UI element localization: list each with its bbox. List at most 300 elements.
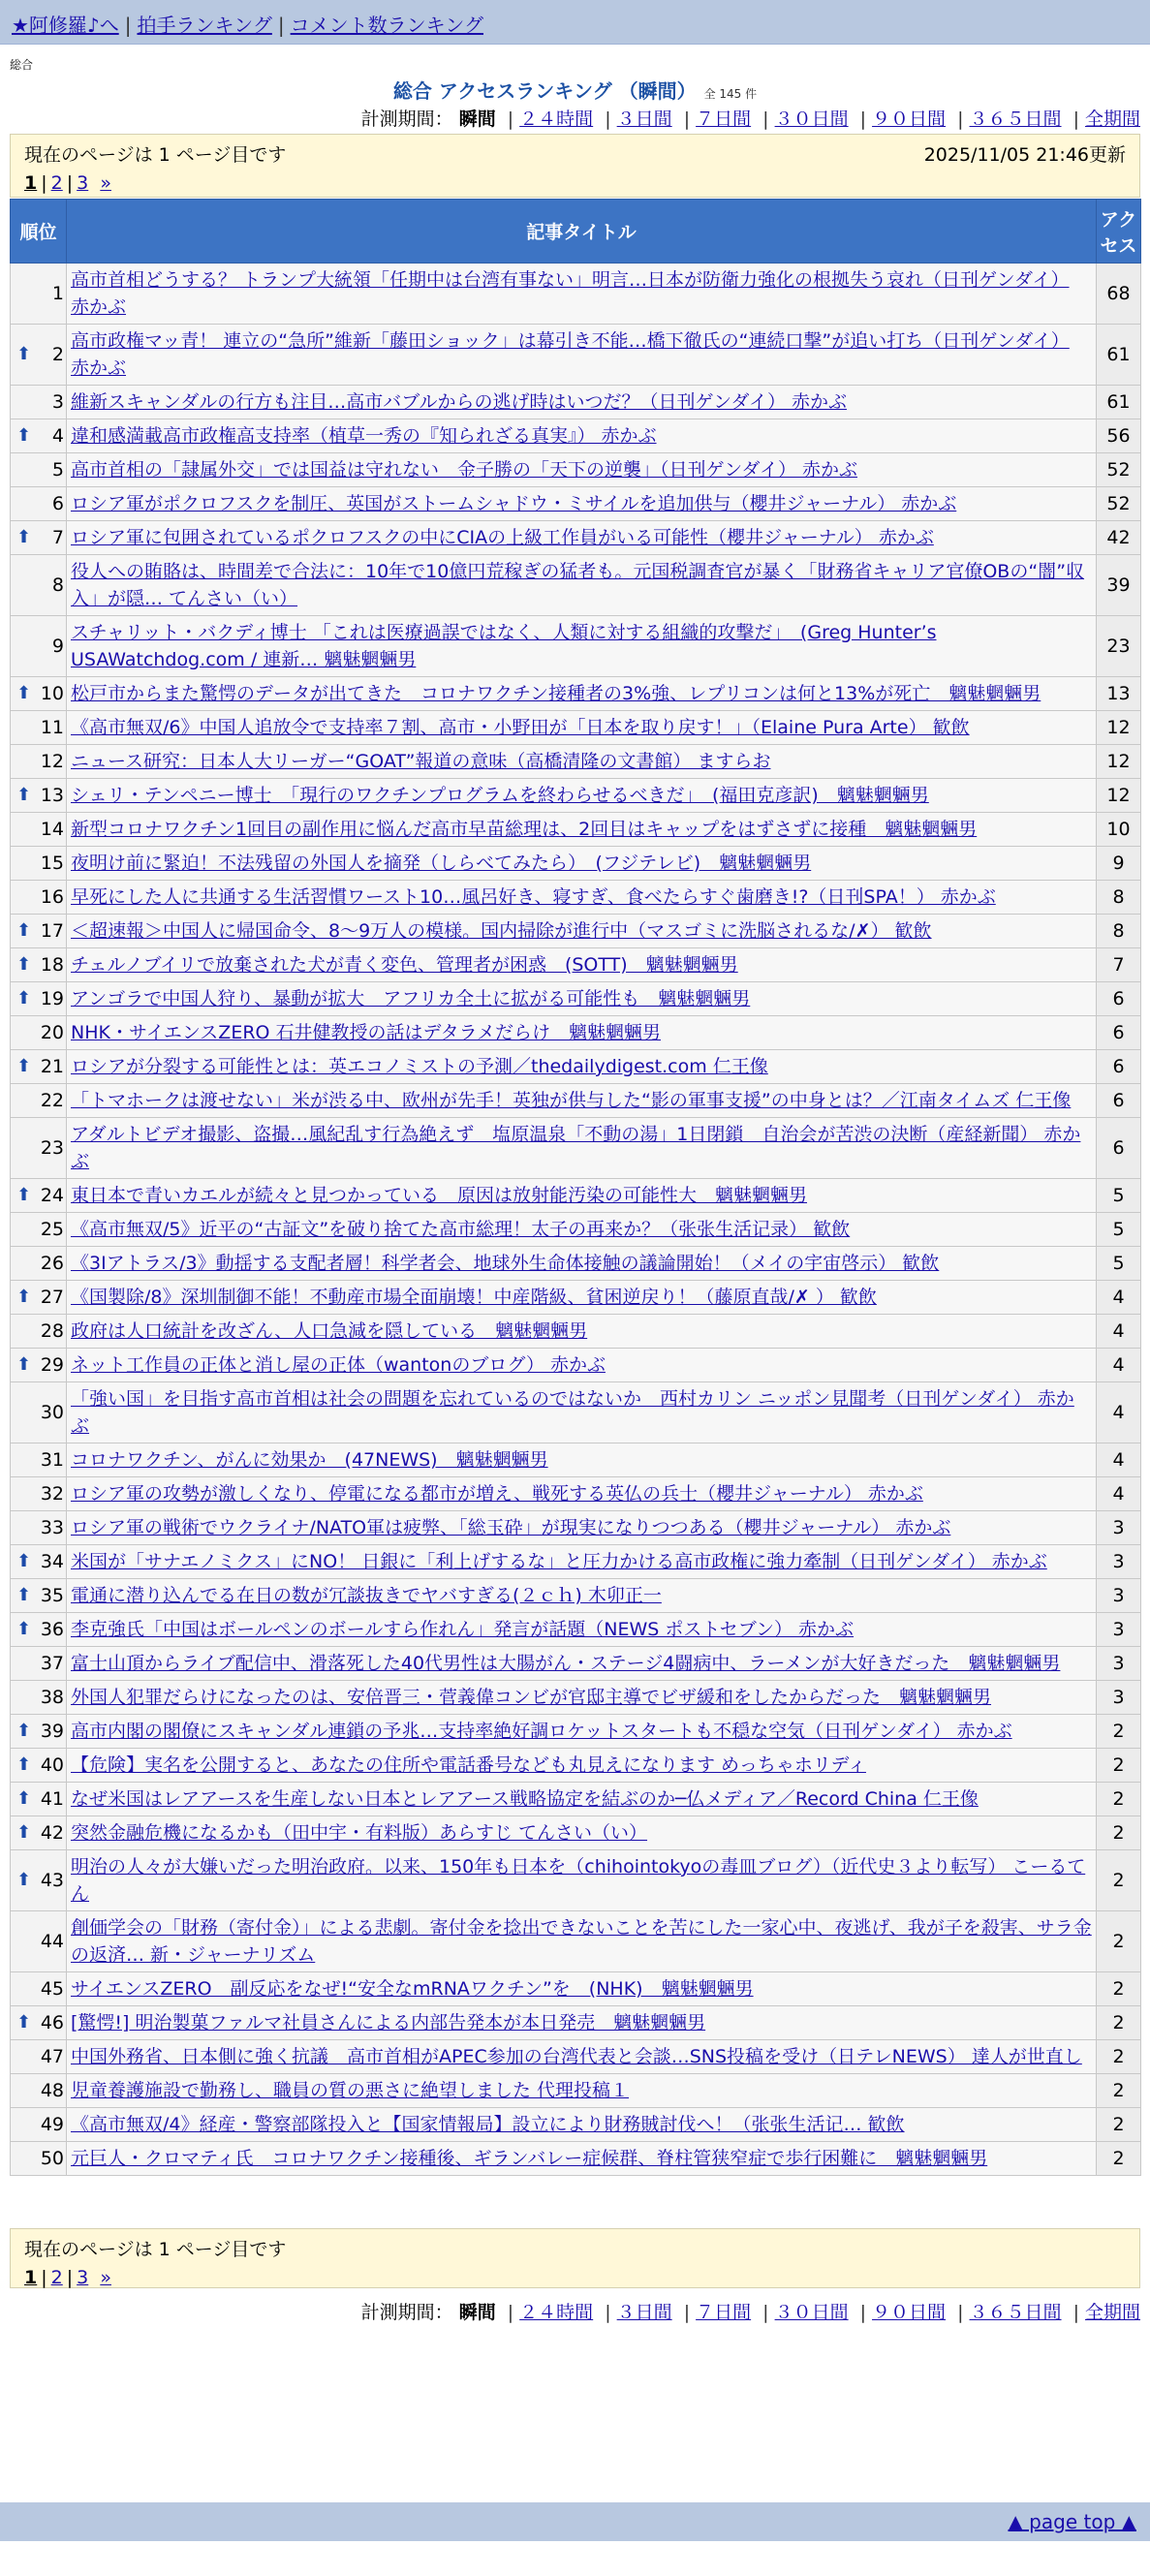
ranking-row (11, 521, 1141, 555)
article-link[interactable]: NHK・サイエンスZERO 石井健教授の話はデタラメだらけ 魑魅魍魎男 (71, 1022, 661, 1043)
rank-number: 7 (51, 527, 64, 548)
ranking-row (11, 555, 1141, 616)
period-label-bottom: 計測期間： (360, 2302, 453, 2323)
access-count: 2 (1097, 2142, 1141, 2176)
title-cell (67, 1016, 1097, 1050)
article-link[interactable]: 新型コロナワクチン1回目の副作用に悩んだ高市早苗総理は、2回目はキャップをはずさずに接種 魑魅魍魎男 (71, 819, 978, 840)
article-link[interactable]: ロシア軍に包囲されているポクロフスクの中にCIAの上級工作員がいる可能性（櫻井ジャーナル） 赤かぶ (71, 527, 934, 548)
title-cell (67, 1281, 1097, 1315)
ranking-row (11, 1118, 1141, 1179)
article-link[interactable]: シェリ・テンペニー博士 「現行のワクチンプログラムを終わらせるべきだ」 (福田克彦訳) 魑魅魍魎男 (71, 785, 929, 806)
pager-current: 1 (24, 172, 38, 194)
rank-cell (11, 2040, 67, 2074)
article-link[interactable]: ロシア軍がポクロフスクを制圧、英国がストームシャドウ・ミサイルを追加供与（櫻井ジャーナル） 赤かぶ (71, 493, 957, 514)
rank-cell (11, 1349, 67, 1382)
rank-up-arrow-icon: ⬆ (16, 1870, 32, 1890)
rank-cell (11, 1647, 67, 1681)
pager-next[interactable]: » (100, 172, 111, 194)
page-top-link[interactable]: ▲ page top ▲ (1008, 2510, 1136, 2533)
rank-number: 22 (40, 1090, 64, 1111)
rank-number: 20 (40, 1022, 64, 1043)
ranking-row (11, 847, 1141, 881)
rank-cell (11, 325, 67, 386)
ranking-row (11, 1477, 1141, 1511)
access-count: 9 (1097, 847, 1141, 881)
ranking-row (11, 1647, 1141, 1681)
article-link[interactable]: 高市首相どうする？ トランプ大統領「任期中は台湾有事ない」明言…日本が防衛力強化の根拠失う哀れ（日刊ゲンダイ） 赤かぶ (71, 269, 1070, 318)
ranking-row (11, 948, 1141, 982)
pager-link-3[interactable]: 3 (77, 172, 89, 194)
period-link-30d-bottom[interactable]: ３０日間 (774, 2302, 849, 2323)
rank-cell (11, 2108, 67, 2142)
rank-up-arrow-icon: ⬆ (16, 1619, 32, 1639)
ranking-row (11, 1511, 1141, 1545)
article-link[interactable]: 早死にした人に共通する生活習慣ワースト10…風呂好き、寝すぎ、食べたらすぐ歯磨き!?（日刊SPA！） 赤かぶ (71, 886, 996, 908)
ranking-row (11, 915, 1141, 948)
access-count: 3 (1097, 1579, 1141, 1613)
rank-cell (11, 711, 67, 745)
title-cell (67, 813, 1097, 847)
access-count: 61 (1097, 386, 1141, 419)
rank-number: 25 (40, 1219, 64, 1240)
pager-bottom: 1 | 2 | 3 » (24, 2267, 111, 2288)
rank-number: 2 (51, 344, 64, 365)
access-count: 2 (1097, 1972, 1141, 2006)
rank-up-arrow-icon: ⬆ (16, 954, 32, 975)
ranking-row (11, 419, 1141, 453)
access-count: 4 (1097, 1382, 1141, 1443)
rank-number: 43 (40, 1870, 64, 1891)
rank-number: 17 (40, 920, 64, 942)
ranking-row (11, 1281, 1141, 1315)
ranking-title: 総合 アクセスランキング （瞬間） (392, 79, 697, 103)
ranking-row (11, 1382, 1141, 1443)
rank-number: 4 (51, 425, 64, 447)
title-cell (67, 1349, 1097, 1382)
rank-up-arrow-icon: ⬆ (16, 527, 32, 547)
period-link-7d-bottom[interactable]: ７日間 (696, 2302, 752, 2323)
rank-cell (11, 1315, 67, 1349)
article-link[interactable]: 【危険】実名を公開すると、あなたの住所や電話番号なども丸見えになります めっちゃホリディ (71, 1754, 866, 1776)
rank-number: 14 (40, 819, 64, 840)
ranking-row (11, 1349, 1141, 1382)
rank-number: 1 (51, 283, 64, 304)
rank-number: 50 (40, 2148, 64, 2169)
rank-up-arrow-icon: ⬆ (16, 1354, 32, 1375)
article-link[interactable]: 電通に潜り込んでる在日の数が冗談抜きでヤバすぎる(２ｃｈ) 木卯正一 (71, 1585, 662, 1606)
title-cell (67, 1647, 1097, 1681)
article-link[interactable]: スチャリット・バクディ博士 「これは医療過誤ではなく、人類に対する組織的攻撃だ」 (Greg Hunter’s USAWatchdog.com / 連新… 魑魅魍魎男 (71, 622, 937, 670)
access-count: 3 (1097, 1647, 1141, 1681)
article-link[interactable]: 高市首相の「隷属外交」では国益は守れない 金子勝の「天下の逆襲」（日刊ゲンダイ） 赤かぶ (71, 459, 858, 481)
rank-cell (11, 616, 67, 677)
title-cell (67, 881, 1097, 915)
ranking-row (11, 1247, 1141, 1281)
period-label: 計測期間： (360, 109, 453, 130)
ranking-table (10, 199, 1141, 2176)
title-cell (67, 2108, 1097, 2142)
ranking-row (11, 1850, 1141, 1911)
article-link[interactable]: 役人への賄賂は、時間差で合法に：10年で10億円荒稼ぎの猛者も。元国税調査官が暴く「財務省キャリア官僚OBの“闇”収入」が隠… てんさい（い） (71, 561, 1085, 609)
article-link[interactable]: アダルトビデオ撮影、盗撮…風紀乱す行為絶えず 塩原温泉「不動の湯」1日閉鎖 自治会が苦渋の決断（産経新聞） 赤かぶ (71, 1124, 1081, 1172)
clap-ranking-link[interactable]: 拍手ランキング (137, 14, 272, 37)
rank-cell (11, 1715, 67, 1749)
pager-link-3-bottom[interactable]: 3 (77, 2267, 89, 2288)
access-count: 4 (1097, 1281, 1141, 1315)
access-count: 13 (1097, 677, 1141, 711)
access-count: 23 (1097, 616, 1141, 677)
period-current: 瞬間 (458, 109, 496, 130)
period-link-90d-bottom[interactable]: ９０日間 (872, 2302, 947, 2323)
ranking-row (11, 982, 1141, 1016)
title-cell (67, 1511, 1097, 1545)
pager-top: 1 | 2 | 3 » (24, 172, 111, 194)
rank-number: 21 (40, 1056, 64, 1077)
rank-cell (11, 1477, 67, 1511)
category-label: 総合 (10, 58, 34, 72)
title-cell (67, 1315, 1097, 1349)
header-rank: 順位 (11, 200, 67, 264)
ranking-row (11, 325, 1141, 386)
ranking-row (11, 616, 1141, 677)
access-count: 2 (1097, 1715, 1141, 1749)
period-link-90d[interactable]: ９０日間 (872, 109, 947, 130)
title-cell (67, 1179, 1097, 1213)
rank-cell (11, 1783, 67, 1816)
article-link[interactable]: コロナワクチン、がんに効果か (47NEWS) 魑魅魍魎男 (71, 1449, 548, 1471)
period-link-3d-bottom[interactable]: ３日間 (616, 2302, 672, 2323)
title-cell (67, 1972, 1097, 2006)
rank-number: 5 (51, 459, 64, 481)
page-info-top (10, 134, 1140, 198)
article-link[interactable]: 《高市無双/5》近平の“古証文”を破り捨てた高市総理！太子の再来か？（张张生活记录） 歓飲 (71, 1219, 851, 1240)
rank-cell (11, 1118, 67, 1179)
title-cell (67, 1816, 1097, 1850)
pager-next-bottom[interactable]: » (100, 2267, 111, 2288)
article-link[interactable]: 《高市無双/4》経産・警察部隊投入と【国家情報局】設立により財務賊討伐へ！（张张生活记… 歓飲 (71, 2114, 905, 2135)
article-link[interactable]: チェルノブイリで放棄された犬が青く変色、管理者が困惑 (SOTT) 魑魅魍魎男 (71, 954, 738, 976)
rank-up-arrow-icon: ⬆ (16, 920, 32, 941)
title-cell (67, 1084, 1097, 1118)
access-count: 39 (1097, 555, 1141, 616)
article-link[interactable]: ＜超速報＞中国人に帰国命令、8～9万人の模様。国内掃除が進行中（マスゴミに洗脳されるな/✗） 歓飲 (71, 920, 932, 942)
title-cell (67, 2006, 1097, 2040)
period-selector-bottom: 計測期間： 瞬間 | ２４時間 | ３日間 | ７日間 | ３０日間 | ９０日間 | ３６５日間 | 全期間 (360, 2302, 1140, 2323)
access-count: 42 (1097, 521, 1141, 555)
rank-cell (11, 1247, 67, 1281)
title-cell (67, 745, 1097, 779)
pager-current-bottom: 1 (24, 2267, 38, 2288)
rank-up-arrow-icon: ⬆ (16, 1721, 32, 1741)
rank-cell (11, 677, 67, 711)
article-link[interactable]: 富士山頂からライブ配信中、滑落死した40代男性は大腸がん・ステージ4闘病中、ラーメンが大好きだった 魑魅魍魎男 (71, 1653, 1061, 1674)
rank-cell (11, 745, 67, 779)
page-info-bottom (10, 2228, 1140, 2288)
rank-up-arrow-icon: ⬆ (16, 425, 32, 446)
title-cell (67, 1579, 1097, 1613)
title-cell (67, 1477, 1097, 1511)
header-title: 記事タイトル (67, 200, 1097, 264)
access-count: 3 (1097, 1681, 1141, 1715)
access-count: 2 (1097, 2108, 1141, 2142)
access-count: 7 (1097, 948, 1141, 982)
period-link-365d[interactable]: ３６５日間 (969, 109, 1062, 130)
article-link[interactable]: 維新スキャンダルの行方も注目…高市バブルからの逃げ時はいつだ？（日刊ゲンダイ） 赤かぶ (71, 391, 848, 413)
rank-number: 30 (40, 1402, 64, 1423)
ranking-row (11, 1749, 1141, 1783)
article-link[interactable]: 児童養護施設で勤務し、職員の質の悪さに絶望しました 代理投稿１ (71, 2080, 630, 2101)
rank-number: 31 (40, 1449, 64, 1471)
rank-up-arrow-icon: ⬆ (16, 2012, 32, 2033)
article-link[interactable]: 明治の人々が大嫌いだった明治政府。以来、150年も日本を（chihointokyoの毒皿ブログ）（近代史３より転写） こーるてん (71, 1856, 1086, 1905)
pager-link-2-bottom[interactable]: 2 (50, 2267, 63, 2288)
title-cell (67, 1911, 1097, 1972)
access-count: 2 (1097, 1749, 1141, 1783)
article-link[interactable]: 李克強氏「中国はボールペンのボールすら作れん」発言が話題（NEWS ポストセブン） 赤かぶ (71, 1619, 855, 1640)
ranking-row (11, 1443, 1141, 1477)
rank-number: 45 (40, 1978, 64, 2000)
ranking-row (11, 1783, 1141, 1816)
period-link-7d[interactable]: ７日間 (696, 109, 752, 130)
title-cell (67, 386, 1097, 419)
rank-cell (11, 1850, 67, 1911)
rank-up-arrow-icon: ⬆ (16, 1788, 32, 1809)
rank-number: 32 (40, 1483, 64, 1505)
title-cell (67, 1247, 1097, 1281)
rank-cell (11, 1911, 67, 1972)
ranking-row (11, 2040, 1141, 2074)
access-count: 52 (1097, 487, 1141, 521)
title-cell (67, 521, 1097, 555)
article-link[interactable]: 東日本で青いカエルが続々と見つかっている 原因は放射能汚染の可能性大 魑魅魍魎男 (71, 1185, 808, 1206)
title-cell (67, 2142, 1097, 2176)
rank-number: 26 (40, 1253, 64, 1274)
article-link[interactable]: アンゴラで中国人狩り、暴動が拡大 アフリカ全土に拡がる可能性も 魑魅魍魎男 (71, 988, 751, 1009)
article-link[interactable]: サイエンスZERO 副反応をなぜ!“安全なmRNAワクチン”を (NHK) 魑魅魍魎男 (71, 1978, 754, 2000)
article-link[interactable]: 元巨人・クロマティ氏 コロナワクチン接種後、ギランバレー症候群、脊柱管狭窄症で歩行困難に 魑魅魍魎男 (71, 2148, 988, 2169)
rank-number: 41 (40, 1788, 64, 1810)
rank-up-arrow-icon: ⬆ (16, 1822, 32, 1843)
access-count: 4 (1097, 1443, 1141, 1477)
ranking-row (11, 1315, 1141, 1349)
rank-cell (11, 1050, 67, 1084)
rank-cell (11, 487, 67, 521)
period-link-365d-bottom[interactable]: ３６５日間 (969, 2302, 1062, 2323)
rank-cell (11, 555, 67, 616)
period-selector-top: 計測期間： 瞬間 | ２４時間 | ３日間 | ７日間 | ３０日間 | ９０日間 | ３６５日間 | 全期間 (360, 109, 1140, 130)
ranking-row (11, 1579, 1141, 1613)
ranking-row (11, 1911, 1141, 1972)
ranking-row (11, 1016, 1141, 1050)
title-cell (67, 711, 1097, 745)
title-cell (67, 847, 1097, 881)
title-cell (67, 325, 1097, 386)
rank-up-arrow-icon: ⬆ (16, 988, 32, 1009)
rank-cell (11, 1382, 67, 1443)
rank-cell (11, 1511, 67, 1545)
access-count: 56 (1097, 419, 1141, 453)
rank-up-arrow-icon: ⬆ (16, 1754, 32, 1775)
rank-number: 29 (40, 1354, 64, 1376)
ranking-row (11, 677, 1141, 711)
access-count: 2 (1097, 1816, 1141, 1850)
article-link[interactable]: ロシアが分裂する可能性とは：英エコノミストの予測／thedailydigest.com 仁王像 (71, 1056, 768, 1077)
rank-number: 39 (40, 1721, 64, 1742)
page-info-text-bottom: 現在のページは 1 ページ目です (24, 2239, 287, 2260)
rank-number: 37 (40, 1653, 64, 1674)
title-cell (67, 1118, 1097, 1179)
page-info-text: 現在のページは 1 ページ目です (24, 144, 287, 166)
ranking-row (11, 881, 1141, 915)
article-link[interactable]: 高市政権マッ青！ 連立の“急所”維新「藤田ショック」は幕引き不能…橋下徹氏の“連続口撃”が追い打ち（日刊ゲンダイ） 赤かぶ (71, 330, 1070, 379)
rank-number: 46 (40, 2012, 64, 2033)
rank-number: 9 (51, 636, 64, 657)
ranking-row (11, 1715, 1141, 1749)
access-count: 6 (1097, 1016, 1141, 1050)
rank-cell (11, 1972, 67, 2006)
ranking-row (11, 1972, 1141, 2006)
ranking-row (11, 453, 1141, 487)
article-link[interactable]: ネット工作員の正体と消し屋の正体（wantonのブログ） 赤かぶ (71, 1354, 606, 1376)
title-cell (67, 1213, 1097, 1247)
period-link-all-bottom[interactable]: 全期間 (1084, 2302, 1140, 2323)
title-cell (67, 1050, 1097, 1084)
article-link[interactable]: 高市内閣の閣僚にスキャンダル連鎖の予兆…支持率絶好調ロケットスタートも不穏な空気（日刊ゲンダイ） 赤かぶ (71, 1721, 1012, 1742)
rank-up-arrow-icon: ⬆ (16, 1287, 32, 1307)
access-count: 8 (1097, 881, 1141, 915)
title-cell (67, 616, 1097, 677)
rank-number: 24 (40, 1185, 64, 1206)
rank-cell (11, 1281, 67, 1315)
rank-cell (11, 1545, 67, 1579)
period-link-3d[interactable]: ３日間 (616, 109, 672, 130)
access-count: 61 (1097, 325, 1141, 386)
rank-number: 34 (40, 1551, 64, 1572)
article-link[interactable]: ニュース研究：日本人大リーガー“GOAT”報道の意味（高橋清隆の文書館） ますらお (71, 751, 771, 772)
article-link[interactable]: 米国が「サナエノミクス」にNO！ 日銀に「利上げするな」と圧力かける高市政権に強力牽制（日刊ゲンダイ） 赤かぶ (71, 1551, 1047, 1572)
ranking-row (11, 1545, 1141, 1579)
article-link[interactable]: 松戸市からまた驚愕のデータが出てきた コロナワクチン接種者の3%強、レプリコンは何と13%が死亡 魑魅魍魎男 (71, 683, 1041, 704)
access-count: 3 (1097, 1511, 1141, 1545)
rank-number: 8 (51, 574, 64, 596)
access-count: 5 (1097, 1179, 1141, 1213)
ranking-row (11, 2108, 1141, 2142)
rank-number: 47 (40, 2046, 64, 2067)
rank-number: 10 (40, 683, 64, 704)
rank-cell (11, 813, 67, 847)
rank-number: 49 (40, 2114, 64, 2135)
title-cell (67, 1783, 1097, 1816)
rank-cell (11, 1179, 67, 1213)
article-link[interactable]: [驚愕!] 明治製菓ファルマ社員さんによる内部告発本が本日発売 魑魅魍魎男 (71, 2012, 706, 2033)
rank-cell (11, 1613, 67, 1647)
title-cell (67, 487, 1097, 521)
access-count: 3 (1097, 1613, 1141, 1647)
access-count: 4 (1097, 1315, 1141, 1349)
title-cell (67, 453, 1097, 487)
article-link[interactable]: 《3Iアトラス/3》動揺する支配者層！科学者会、地球外生命体接触の議論開始！（メイの宇宙啓示） 歓飲 (71, 1253, 940, 1274)
rank-cell (11, 779, 67, 813)
title-cell (67, 915, 1097, 948)
title-cell (67, 677, 1097, 711)
title-cell (67, 948, 1097, 982)
rank-number: 33 (40, 1517, 64, 1538)
home-link[interactable]: ★阿修羅♪へ (12, 14, 119, 37)
access-count: 3 (1097, 1545, 1141, 1579)
period-current-bottom: 瞬間 (458, 2302, 496, 2323)
page-title (0, 76, 1150, 104)
updated-date: 2025/11/05 21:46更新 (923, 144, 1126, 166)
ranking-row (11, 1681, 1141, 1715)
access-count: 8 (1097, 915, 1141, 948)
article-link[interactable]: 突然金融危機になるかも（田中宇・有料版）あらすじ てんさい（い） (71, 1822, 648, 1844)
title-cell (67, 1545, 1097, 1579)
rank-up-arrow-icon: ⬆ (16, 1585, 32, 1605)
article-link[interactable]: 外国人犯罪だらけになったのは、安倍晋三・菅義偉コンビが官邸主導でビザ緩和をしたからだった 魑魅魍魎男 (71, 1687, 992, 1708)
ranking-row (11, 1213, 1141, 1247)
article-link[interactable]: 政府は人口統計を改ざん、人口急減を隠している 魑魅魍魎男 (71, 1320, 588, 1342)
rank-number: 13 (40, 785, 64, 806)
article-link[interactable]: 違和感満載高市政権高支持率（植草一秀の『知られざる真実』） 赤かぶ (71, 425, 657, 447)
rank-number: 18 (40, 954, 64, 976)
rank-cell (11, 264, 67, 325)
rank-number: 42 (40, 1822, 64, 1844)
comment-ranking-link[interactable]: コメント数ランキング (290, 14, 484, 37)
access-count: 2 (1097, 2040, 1141, 2074)
rank-cell (11, 1443, 67, 1477)
access-count: 52 (1097, 453, 1141, 487)
rank-cell (11, 2006, 67, 2040)
article-link[interactable]: ロシア軍の戦術でウクライナ/NATO軍は疲弊、「総玉砕」が現実になりつつある（櫻井ジャーナル） 赤かぶ (71, 1517, 951, 1538)
period-link-24h[interactable]: ２４時間 (519, 109, 594, 130)
rank-number: 3 (51, 391, 64, 413)
article-link[interactable]: 「強い国」を目指す高市首相は社会の問題を忘れているのではないか 西村カリン ニッポン見聞考（日刊ゲンダイ） 赤かぶ (71, 1388, 1074, 1437)
ranking-row (11, 1816, 1141, 1850)
article-link[interactable]: なぜ米国はレアアースを生産しない日本とレアアース戦略協定を結ぶのか─仏メディア／Record China 仁王像 (71, 1788, 979, 1810)
rank-cell (11, 1213, 67, 1247)
title-cell (67, 1715, 1097, 1749)
article-link[interactable]: 創価学会の「財務（寄付金）」による悲劇。寄付金を捻出できないことを苦にした一家心中、夜逃げ、我が子を殺害、サラ金の返済… 新・ジャーナリズム (71, 1917, 1092, 1966)
ranking-row (11, 2142, 1141, 2176)
article-link[interactable]: 《国製除/8》深圳制御不能！不動産市場全面崩壊！中産階級、貧困逆戻り！（藤原直哉/✗ ） 歓飲 (71, 1287, 877, 1308)
access-count: 6 (1097, 1118, 1141, 1179)
article-link[interactable]: 夜明け前に緊迫！不法残留の外国人を摘発（しらべてみたら） (フジテレビ) 魑魅魍魎男 (71, 853, 812, 874)
access-count: 6 (1097, 1050, 1141, 1084)
period-link-24h-bottom[interactable]: ２４時間 (519, 2302, 594, 2323)
rank-number: 36 (40, 1619, 64, 1640)
article-link[interactable]: ロシア軍の攻勢が激しくなり、停電になる都市が増え、戦死する英仏の兵士（櫻井ジャーナル） 赤かぶ (71, 1483, 923, 1505)
title-cell (67, 1749, 1097, 1783)
article-link[interactable]: 「トマホークは渡せない」米が渋る中、欧州が先手！英独が供与した“影の軍事支援”の中身とは？／江南タイムズ 仁王像 (71, 1090, 1072, 1111)
period-link-all[interactable]: 全期間 (1084, 109, 1140, 130)
access-count: 4 (1097, 1477, 1141, 1511)
article-link[interactable]: 《高市無双/6》中国人追放令で支持率７割、高市・小野田が「日本を取り戻す！」（Elaine Pura Arte） 歓飲 (71, 717, 970, 738)
period-link-30d[interactable]: ３０日間 (774, 109, 849, 130)
pager-link-2[interactable]: 2 (50, 172, 63, 194)
rank-cell (11, 1816, 67, 1850)
rank-cell (11, 386, 67, 419)
title-cell (67, 419, 1097, 453)
rank-number: 28 (40, 1320, 64, 1342)
title-cell (67, 1681, 1097, 1715)
access-count: 5 (1097, 1213, 1141, 1247)
access-count: 2 (1097, 1911, 1141, 1972)
article-link[interactable]: 中国外務省、日本側に強く抗議 高市首相がAPEC参加の台湾代表と会談…SNS投稿を受け（日テレNEWS） 達人が世直し (71, 2046, 1082, 2067)
access-count: 2 (1097, 2006, 1141, 2040)
rank-up-arrow-icon: ⬆ (16, 785, 32, 805)
rank-cell (11, 1084, 67, 1118)
footer-bar (0, 2502, 1150, 2541)
